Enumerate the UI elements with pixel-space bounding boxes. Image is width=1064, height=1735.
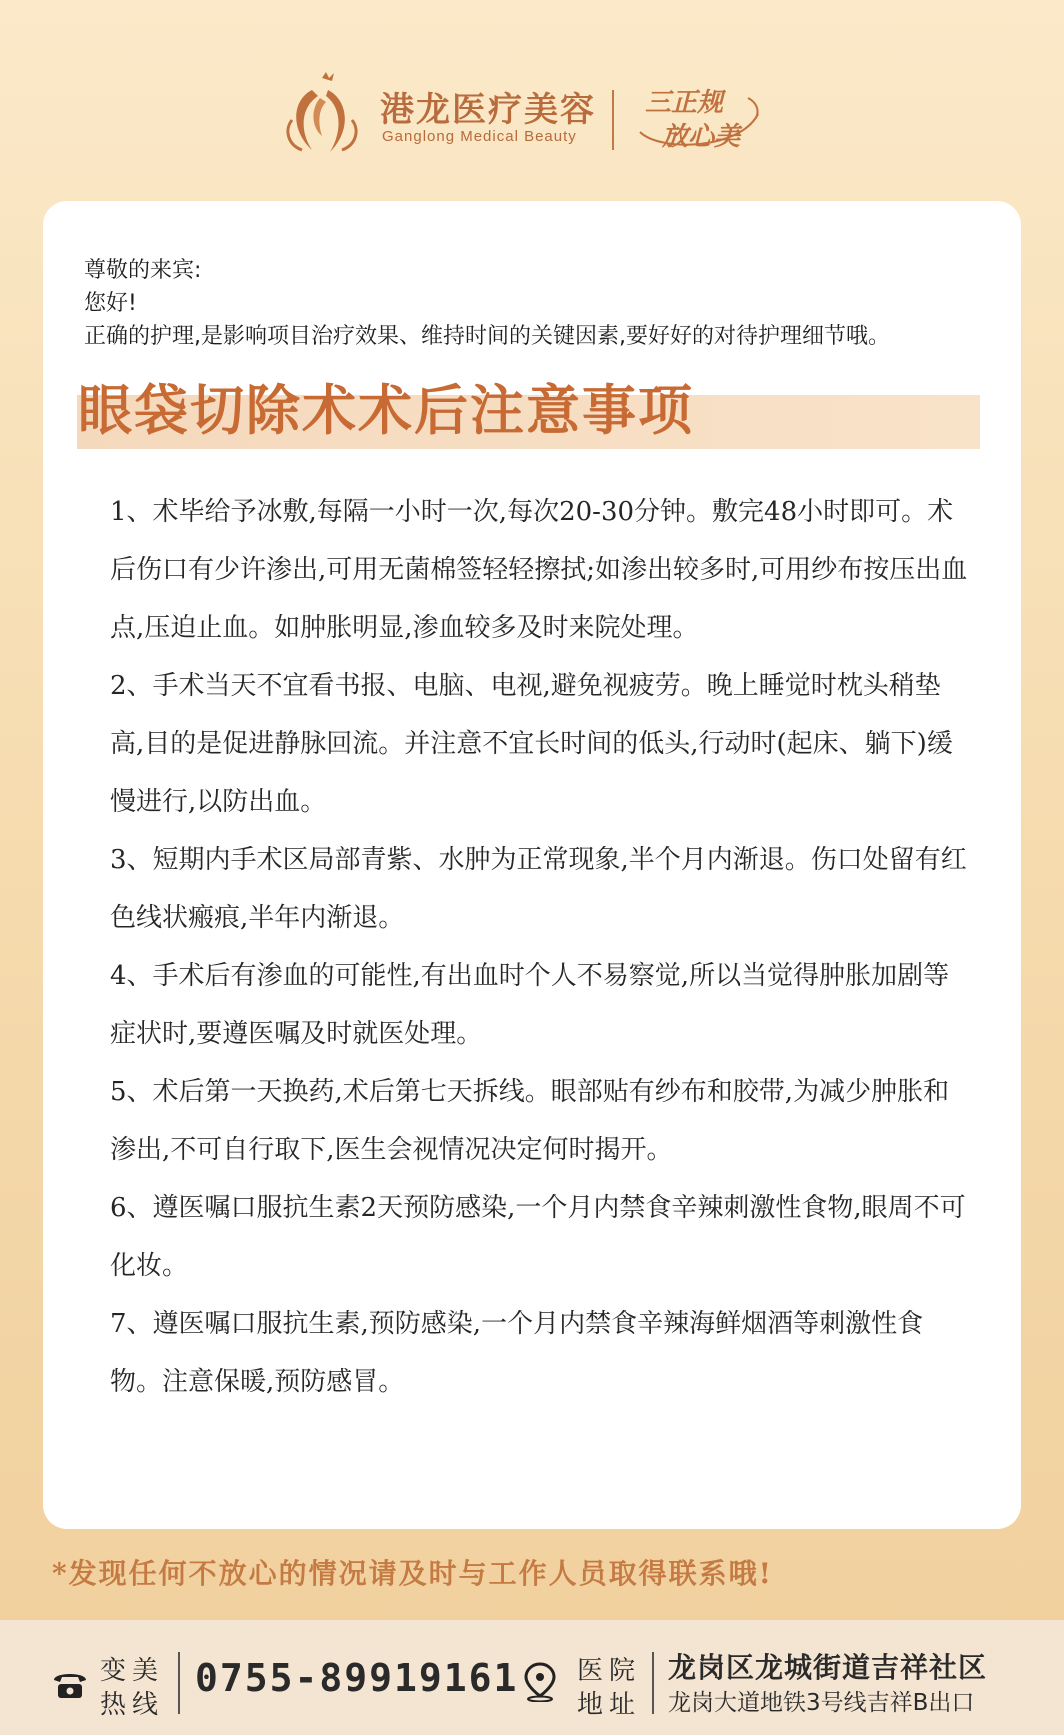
greeting-salutation: 尊敬的来宾: <box>84 258 202 283</box>
instructions-list <box>110 483 970 1411</box>
list-item: 4、手术后有渗血的可能性,有出血时个人不易察觉,所以当觉得肿胀加剧等症状时,要遵医嘱及时就医处理。 <box>110 961 950 1049</box>
page-title: 眼袋切除术术后注意事项 <box>78 378 694 442</box>
hotline-label: 变美 <box>100 1656 165 1686</box>
slogan-line-1: 三正规 <box>645 88 724 118</box>
list-item: 7、遵医嘱口服抗生素,预防感染,一个月内禁食辛辣海鲜烟酒等刺激性食物。注意保暖,预防感冒。 <box>110 1309 924 1397</box>
footer <box>0 1620 1064 1735</box>
greeting <box>84 254 890 353</box>
greeting-intro: 正确的护理,是影响项目治疗效果、维持时间的关键因素,要好好的对待护理细节哦。 <box>84 324 890 349</box>
list-item: 3、短期内手术区局部青紫、水肿为正常现象,半个月内渐退。伤口处留有红色线状瘢痕,半年内渐退。 <box>110 845 967 933</box>
address-label: 医院 <box>577 1656 642 1686</box>
address-line-2: 龙岗大道地铁3号线吉祥B出口 <box>668 1690 975 1716</box>
phone-icon <box>52 1670 88 1700</box>
divider <box>612 90 614 150</box>
brand-name-en: Ganglong Medical Beauty <box>382 128 577 145</box>
divider <box>652 1652 654 1714</box>
greeting-hello: 您好! <box>84 291 137 316</box>
address-label: 地址 <box>577 1690 642 1720</box>
phone-number[interactable]: 0755-89919161 <box>195 1656 519 1700</box>
divider <box>178 1652 180 1714</box>
contact-notice: *发现任何不放心的情况请及时与工作人员取得联系哦! <box>52 1557 773 1590</box>
list-item: 2、手术当天不宜看书报、电脑、电视,避免视疲劳。晚上睡觉时枕头稍垫高,目的是促进静脉回流。并注意不宜长时间的低头,行动时(起床、躺下)缓慢进行,以防出血。 <box>110 671 953 817</box>
list-item: 1、术毕给予冰敷,每隔一小时一次,每次20-30分钟。敷完48小时即可。术后伤口有少许渗出,可用无菌棉签轻轻擦拭;如渗出较多时,可用纱布按压出血点,压迫止血。如肿胀明显,渗血较多及时来院处理。 <box>110 497 968 643</box>
brand-name-cn: 港龙医疗美容 <box>380 90 596 130</box>
list-item: 6、遵医嘱口服抗生素2天预防感染,一个月内禁食辛辣刺激性食物,眼周不可化妆。 <box>110 1193 966 1281</box>
logo-icon <box>282 70 362 160</box>
hotline-label: 热线 <box>100 1690 165 1720</box>
slogan-line-2: 放心美 <box>662 122 741 152</box>
header <box>0 60 1064 160</box>
list-item: 5、术后第一天换药,术后第七天拆线。眼部贴有纱布和胶带,为减少肿胀和渗出,不可自行取下,医生会视情况决定何时揭开。 <box>110 1077 950 1165</box>
address-line-1: 龙岗区龙城街道吉祥社区 <box>668 1651 988 1684</box>
location-pin-icon <box>523 1662 557 1702</box>
